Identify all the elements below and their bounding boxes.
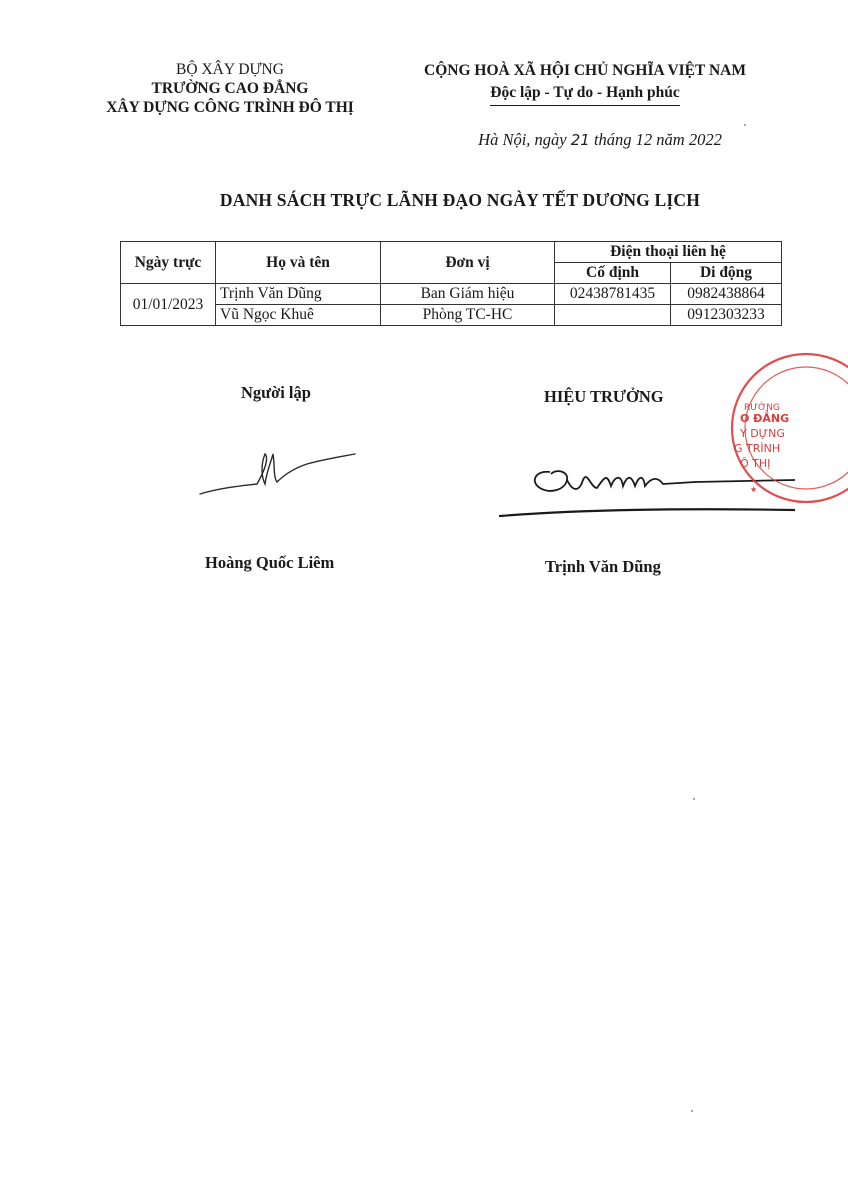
col-header-fixed: Cố định xyxy=(555,263,671,284)
col-header-date: Ngày trực xyxy=(121,242,216,284)
cell-mobile-phone: 0982438864 xyxy=(671,284,782,305)
preparer-name: Hoàng Quốc Liêm xyxy=(205,553,335,572)
table-header-row xyxy=(121,242,782,263)
svg-text:G TRÌNH: G TRÌNH xyxy=(734,442,781,455)
col-header-name: Họ và tên xyxy=(216,242,381,284)
scan-speck xyxy=(744,124,746,126)
principal-name: Trịnh Văn Dũng xyxy=(545,557,661,576)
national-motto: Độc lập - Tự do - Hạnh phúc xyxy=(490,82,679,106)
date-prefix: Hà Nội, ngày xyxy=(478,130,567,149)
principal-label: HIỆU TRƯỞNG xyxy=(544,387,664,406)
official-stamp xyxy=(722,352,842,507)
col-header-unit: Đơn vị xyxy=(381,242,555,284)
ministry-name: BỘ XÂY DỰNG xyxy=(176,61,284,78)
school-name-line1: TRƯỜNG CAO ĐẲNG xyxy=(151,80,309,97)
school-name-line2: XÂY DỰNG CÔNG TRÌNH ĐÔ THỊ xyxy=(106,99,354,116)
date-day: 21 xyxy=(570,131,590,149)
col-header-mobile: Di động xyxy=(671,263,782,284)
col-header-phone: Điện thoại liên hệ xyxy=(555,242,782,263)
date-suffix: tháng 12 năm 2022 xyxy=(593,130,722,149)
svg-text:RƯỜNG: RƯỜNG xyxy=(744,403,780,413)
cell-name: Trịnh Văn Dũng xyxy=(216,284,381,305)
national-header xyxy=(390,60,780,106)
cell-date: 01/01/2023 xyxy=(121,284,216,326)
duty-roster-table xyxy=(120,241,782,326)
svg-text:O ĐẲNG: O ĐẲNG xyxy=(740,412,790,425)
table-row xyxy=(121,305,782,326)
cell-fixed-phone: 02438781435 xyxy=(555,284,671,305)
cell-mobile-phone: 0912303233 xyxy=(671,305,782,326)
document-title: DANH SÁCH TRỰC LÃNH ĐẠO NGÀY TẾT DƯƠNG LỊCH xyxy=(219,190,701,210)
date-line xyxy=(440,130,760,150)
svg-text:★: ★ xyxy=(750,485,758,494)
cell-name: Vũ Ngọc Khuê xyxy=(216,305,381,326)
preparer-signature xyxy=(195,440,365,500)
cell-fixed-phone xyxy=(555,305,671,326)
preparer-label: Người lập xyxy=(241,383,311,402)
scan-speck xyxy=(691,1110,693,1112)
svg-text:Ô THỊ: Ô THỊ xyxy=(740,457,771,470)
issuing-organization xyxy=(80,60,380,117)
scan-speck xyxy=(693,798,695,800)
cell-unit: Ban Giám hiệu xyxy=(381,284,555,305)
republic-name: CỘNG HOÀ XÃ HỘI CHỦ NGHĨA VIỆT NAM xyxy=(424,62,746,79)
stamp-seal xyxy=(722,352,848,507)
svg-text:Y DỰNG: Y DỰNG xyxy=(740,427,785,440)
table-row xyxy=(121,284,782,305)
cell-unit: Phòng TC-HC xyxy=(381,305,555,326)
